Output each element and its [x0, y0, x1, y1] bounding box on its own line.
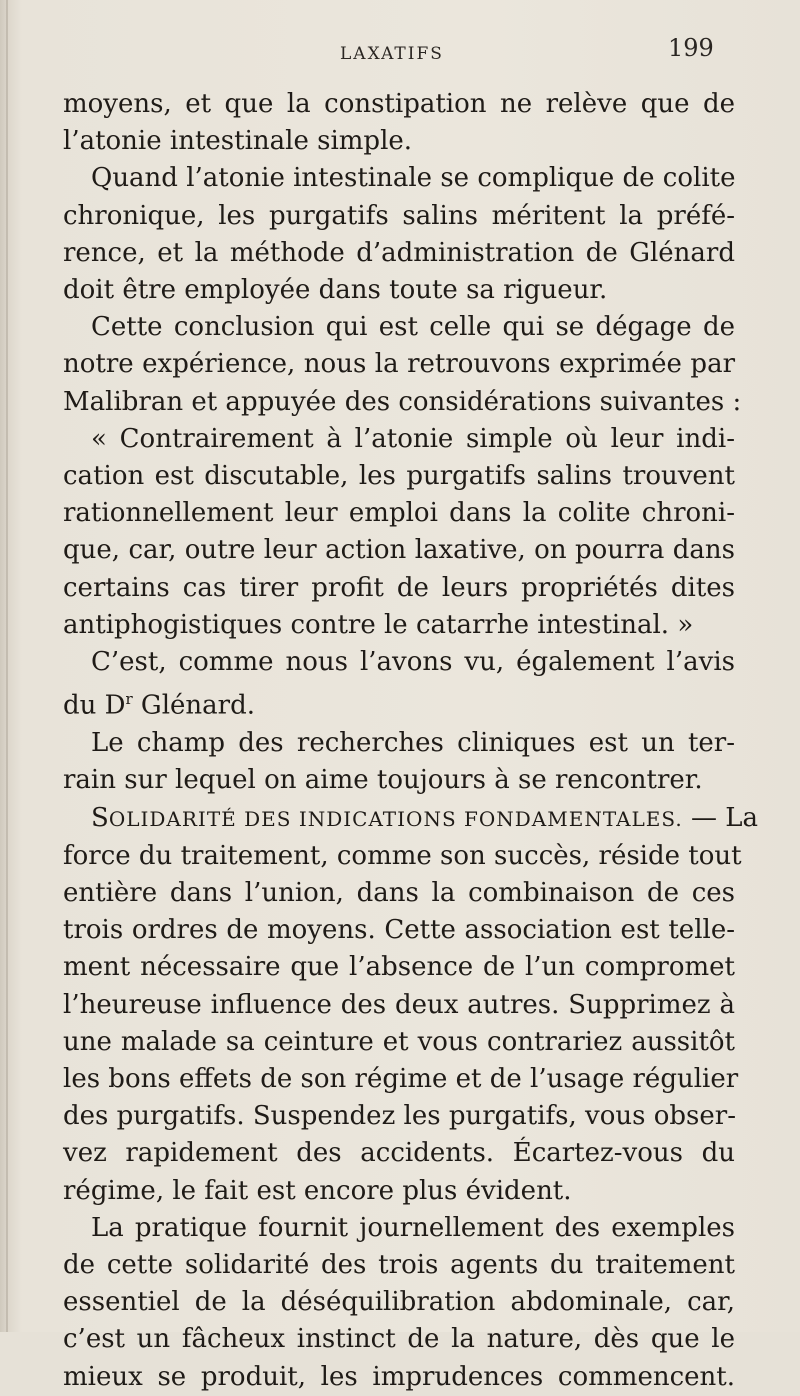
text-line: de cette solidarité des trois agents du traitement — [63, 1249, 735, 1280]
text-line: les bons effets de son régime et de l’usage régulier — [63, 1063, 739, 1094]
running-title: LAXATIFS — [340, 44, 444, 64]
text-line: des purgatifs. Suspendez les purgatifs, vous obser- — [63, 1101, 736, 1132]
text-line: Cette conclusion qui est celle qui se dégage de — [91, 312, 735, 343]
text-line: ment nécessaire que l’absence de l’un compromet — [63, 952, 735, 983]
text-line-dr — [63, 681, 735, 725]
text-line: « Contrairement à l’atonie simple où leur indi- — [91, 423, 735, 454]
heading-tail: — La — [682, 802, 759, 833]
binding-gutter — [6, 0, 8, 1332]
text-line: force du traitement, comme son succès, réside tout — [63, 840, 742, 871]
heading-smallcaps: OLIDARITÉ DES INDICATIONS FONDAMENTALES. — [108, 806, 683, 831]
text-line: essentiel de la déséquilibration abdominale, car, — [63, 1287, 735, 1318]
text-line: Le champ des recherches cliniques est un ter- — [91, 728, 735, 759]
text-line: trois ordres de moyens. Cette association est telle- — [63, 915, 735, 946]
text-line: notre expérience, nous la retrouvons exprimée par — [63, 349, 735, 380]
text-line: chronique, les purgatifs salins méritent la préfé- — [63, 200, 735, 231]
text-line: doit être employée dans toute sa rigueur. — [63, 275, 608, 306]
text-line: La pratique fournit journellement des exemples — [91, 1212, 735, 1243]
text-line: l’heureuse influence des deux autres. Supprimez à — [63, 989, 735, 1020]
text-line: l’atonie intestinale simple. — [63, 126, 413, 157]
body-text — [63, 86, 759, 1396]
text-line: rence, et la méthode d’administration de Glénard — [63, 237, 735, 268]
text-line: moyens, et que la constipation ne relève que de — [63, 89, 735, 119]
text-line: régime, le fait est encore plus évident. — [63, 1175, 572, 1206]
text-line: rationnellement leur emploi dans la colite chroni- — [63, 498, 735, 529]
text-line: que, car, outre leur action laxative, on pourra dans — [63, 535, 735, 566]
text-line: Quand l’atonie intestinale se complique de colite — [91, 163, 736, 194]
text-line: antiphogistiques contre le catarrhe intestinal. » — [63, 609, 694, 640]
heading-initial: S — [91, 802, 109, 833]
section-heading-line — [63, 800, 759, 838]
text-line: C’est, comme nous l’avons vu, également l’avis — [91, 647, 735, 678]
text-line: une malade sa ceinture et vous contrariez aussitôt — [63, 1026, 735, 1057]
text-line: vez rapidement des accidents. Écartez-vous du — [63, 1138, 735, 1169]
text-line: rain sur lequel on aime toujours à se rencontrer. — [63, 765, 703, 796]
text-line: certains cas tirer profit de leurs propriétés dites — [63, 572, 735, 603]
dr-prefix: du D — [63, 690, 126, 721]
text-line: cation est discutable, les purgatifs salins trouvent — [63, 461, 735, 492]
page-number: 199 — [668, 34, 714, 62]
text-line: Malibran et appuyée des considérations suivantes : — [63, 386, 742, 417]
text-line: c’est un fâcheux instinct de la nature, dès que le — [63, 1324, 735, 1355]
text-line: mieux se produit, les imprudences commencent. — [63, 1361, 735, 1392]
text-line: entière dans l’union, dans la combinaison de ces — [63, 877, 735, 908]
dr-superscript: r — [125, 690, 133, 709]
dr-suffix: Glénard. — [132, 690, 255, 721]
